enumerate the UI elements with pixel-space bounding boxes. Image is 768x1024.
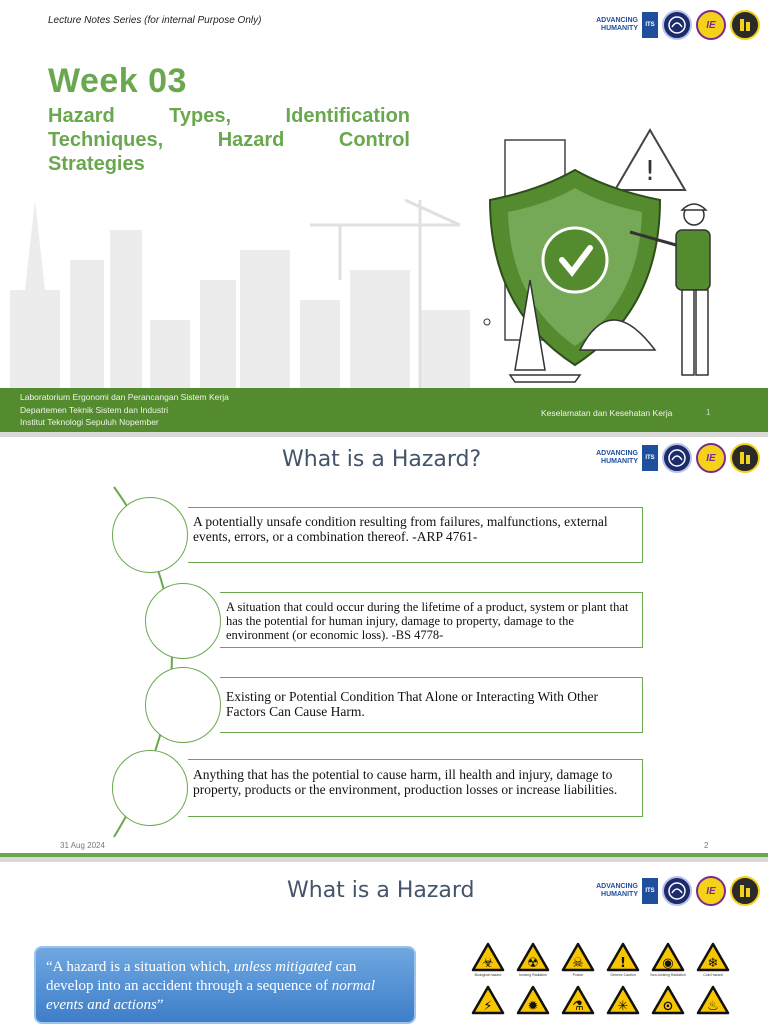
advancing-humanity-logo: ADVANCING HUMANITY (596, 17, 638, 32)
hazard-sign (515, 985, 551, 1015)
footer-band (0, 388, 768, 432)
definition-card-4: Anything that has the potential to cause harm, ill health and injury, damage to property, products or the environment, production losses or increase liabilities. (188, 759, 643, 817)
electric-sign-icon (471, 985, 505, 1015)
slide-1 (0, 0, 768, 432)
hazard-sign-glyph: ⚗ (572, 999, 584, 1014)
hazard-sign-caption: Generic Caution (610, 973, 636, 977)
logo-bar (596, 876, 760, 906)
laser-sign-icon (606, 985, 640, 1015)
its-logo: ITS (642, 12, 658, 38)
hazard-sign (650, 985, 686, 1015)
hazard-quote-box: “A hazard is a situation which, unless mitigated can develop into an accident through a sequence of normal events and actions” (34, 946, 416, 1024)
city-skyline-illustration (0, 170, 480, 390)
hazard-sign-glyph: ☠ (572, 956, 584, 971)
hazard-sign-glyph: ✹ (527, 999, 539, 1014)
safety-shield-illustration (470, 120, 730, 390)
poison-sign-icon (561, 942, 595, 972)
biohazard-sign-icon (471, 942, 505, 972)
slide-title: What is a Hazard (287, 878, 475, 903)
hazard-sign-glyph: ☢ (527, 956, 539, 971)
hazard-sign-caption: Cold Hazard (703, 973, 723, 977)
hazard-sign-glyph: ☣ (482, 956, 494, 971)
hazard-sign-glyph: ❄ (707, 956, 719, 971)
advancing-humanity-logo: ADVANCING HUMANITY (596, 883, 638, 898)
hazard-sign-glyph: ◉ (662, 956, 674, 971)
hazard-sign-glyph: ✳ (617, 999, 629, 1014)
svg-text:!: ! (644, 154, 656, 187)
ie-logo: IE (696, 876, 726, 906)
definition-bullet-2 (145, 583, 221, 659)
radiation-sign-icon (516, 942, 550, 972)
hazard-sign-glyph: ♨ (707, 999, 719, 1014)
definition-bullet-4 (112, 750, 188, 826)
lab-logo (730, 443, 760, 473)
week-title: Week 03 (48, 62, 187, 100)
caution-sign-icon (606, 942, 640, 972)
its-logo: ITS (642, 445, 658, 471)
institution-text: Laboratorium Ergonomi dan Perancangan Sistem Kerja Departemen Teknik Sistem dan Industri Institut Teknologi Sepuluh Nopember (20, 392, 229, 427)
ie-logo: IE (696, 10, 726, 40)
hazard-sign-glyph: ⊙ (662, 999, 674, 1014)
hazard-sign (470, 985, 506, 1015)
cold-hazard-sign-icon (696, 942, 730, 972)
hazard-sign (605, 942, 641, 977)
definition-card-2: A situation that could occur during the lifetime of a product, system or plant that has the potential for human injury, damage to property, damage to the environment (or economic loss). -BS 4778- (220, 592, 643, 648)
hazard-sign (470, 942, 506, 977)
logo-bar (596, 443, 760, 473)
magnetic-sign-icon (651, 985, 685, 1015)
advancing-humanity-logo: ADVANCING HUMANITY (596, 450, 638, 465)
slide-subtitle: Hazard Types, Identification Techniques, Hazard Control Strategies (48, 105, 410, 175)
lab-logo (730, 876, 760, 906)
chemical-sign-icon (561, 985, 595, 1015)
hazard-sign (695, 942, 731, 977)
hazard-sign (605, 985, 641, 1015)
hazard-sign (515, 942, 551, 977)
department-logo (662, 443, 692, 473)
page-number: 1 (706, 408, 711, 417)
hazard-sign-caption: Biological hazard (474, 973, 502, 977)
slide-3 (0, 862, 768, 1024)
lab-logo (730, 10, 760, 40)
logo-bar (596, 10, 760, 40)
hazard-signs-grid (470, 942, 732, 1015)
hazard-sign (560, 985, 596, 1015)
its-logo: ITS (642, 878, 658, 904)
slide-date: 31 Aug 2024 (60, 841, 105, 850)
definition-bullet-1 (112, 497, 188, 573)
slide-title: What is a Hazard? (282, 447, 482, 472)
non-ionizing-radiation-sign-icon (651, 942, 685, 972)
ie-logo: IE (696, 443, 726, 473)
hazard-sign-caption: Ionizing Radiation (519, 973, 547, 977)
hazard-sign-glyph: ⚡ (483, 999, 493, 1014)
course-name: Keselamatan dan Kesehatan Kerja (541, 408, 673, 418)
hazard-sign (695, 985, 731, 1015)
hazard-sign (560, 942, 596, 977)
department-logo (662, 876, 692, 906)
hazard-sign-glyph: ! (620, 956, 626, 971)
slide-2 (0, 437, 768, 857)
definition-card-1: A potentially unsafe condition resulting from failures, malfunctions, external events, errors, or a combination thereof. -ARP 4761- (188, 507, 643, 563)
hazard-sign (650, 942, 686, 977)
flammable-sign-icon (696, 985, 730, 1015)
hazard-sign-caption: Non-Ionizing Radiation (650, 973, 686, 977)
definition-bullet-3 (145, 667, 221, 743)
department-logo (662, 10, 692, 40)
explosive-sign-icon (516, 985, 550, 1015)
definition-card-3: Existing or Potential Condition That Alone or Interacting With Other Factors Can Cause Harm. (220, 677, 643, 733)
lecture-note: Lecture Notes Series (for internal Purpose Only) (48, 15, 262, 26)
page-number: 2 (704, 841, 709, 850)
hazard-sign-caption: Poison (572, 973, 584, 977)
